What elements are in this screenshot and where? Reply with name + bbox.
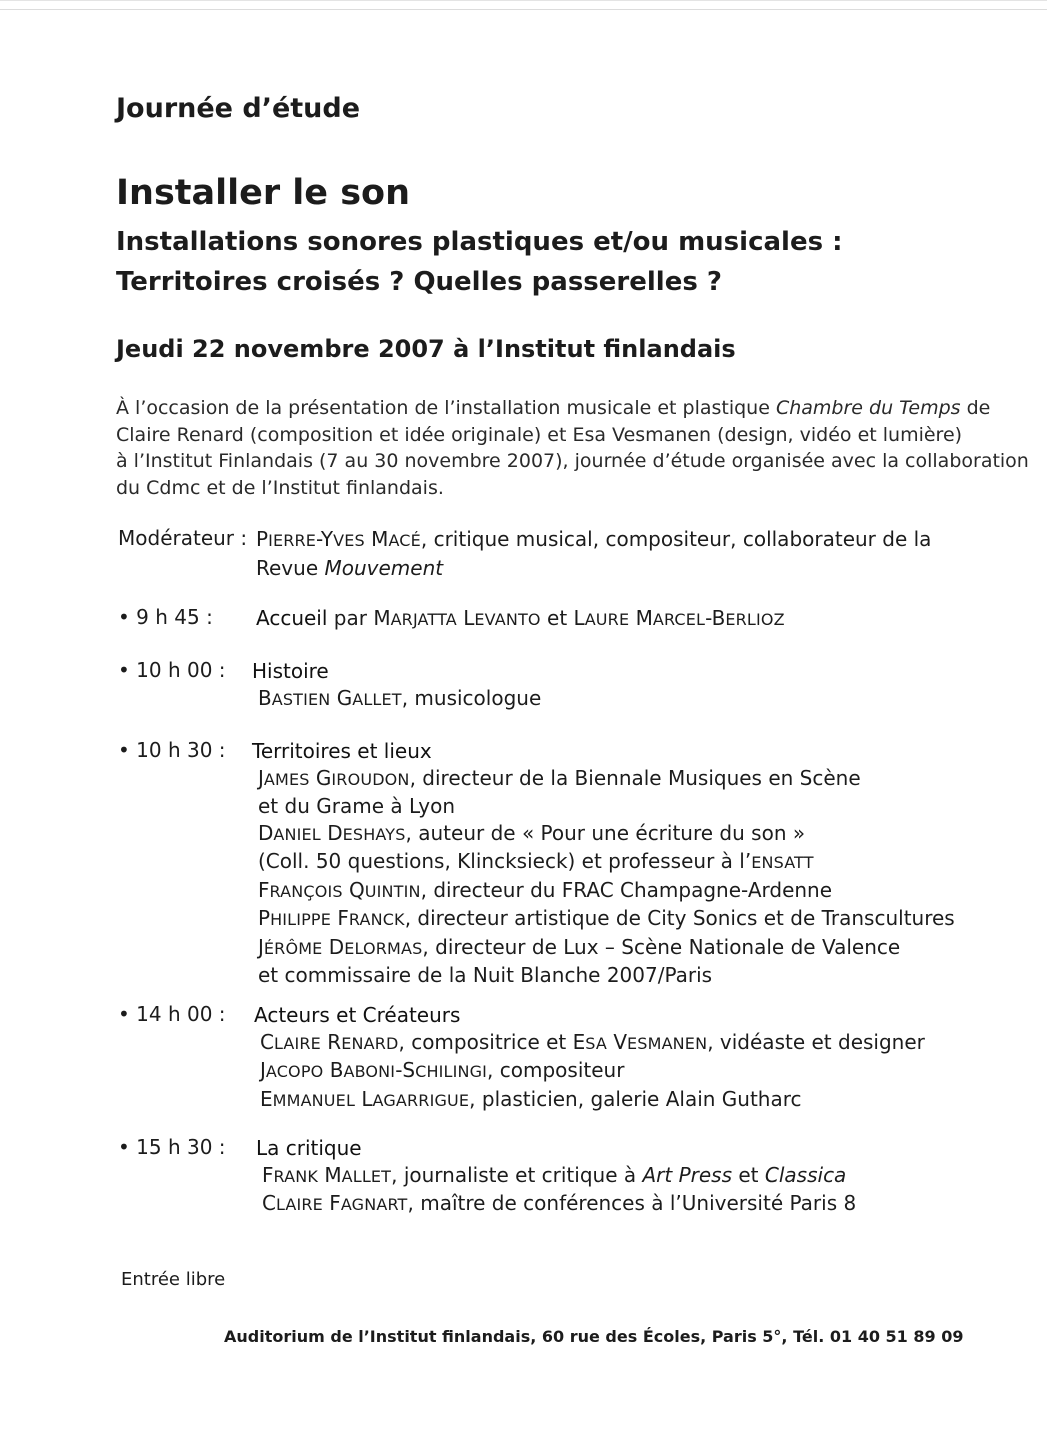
speaker-line-continued: (Coll. 50 questions, Klincksieck) et professeur à l’ENSATT xyxy=(258,849,814,873)
speaker-line: FRANÇOIS QUINTIN, directeur du FRAC Champagne-Ardenne xyxy=(258,877,833,902)
session-acteurs xyxy=(254,1002,925,1114)
session-territoires xyxy=(252,738,955,989)
session-heading: La critique xyxy=(256,1136,362,1160)
session-heading: Territoires et lieux xyxy=(252,739,432,763)
page-title: Installer le son xyxy=(116,173,411,213)
speaker-line: DANIEL DESHAYS, auteur de « Pour une écriture du son » xyxy=(258,820,806,845)
session-time-945: • 9 h 45 : xyxy=(118,605,213,629)
venue-footer: Auditorium de l’Institut finlandais, 60 rue des Écoles, Paris 5°, Tél. 01 40 51 89 09 xyxy=(224,1327,964,1346)
session-time-1530: • 15 h 30 : xyxy=(118,1135,226,1159)
speaker-line: JAMES GIROUDON, directeur de la Biennale Musiques en Scène xyxy=(258,765,861,790)
session-time-1030: • 10 h 30 : xyxy=(118,738,226,762)
intro-line-4: du Cdmc et de l’Institut finlandais. xyxy=(116,476,444,499)
speaker-line: CLAIRE FAGNART, maître de conférences à l’Université Paris 8 xyxy=(262,1191,857,1215)
session-accueil xyxy=(256,605,785,634)
session-time-1000: • 10 h 00 : xyxy=(118,658,226,682)
speaker-line: CLAIRE RENARD, compositrice et ESA VESMANEN, vidéaste et designer xyxy=(260,1029,925,1054)
session-accueil-line: Accueil par MARJATTA LEVANTO et LAURE MARCEL-BERLIOZ xyxy=(256,606,785,630)
session-histoire xyxy=(252,658,541,713)
subtitle-line-2: Territoires croisés ? Quelles passerelles ? xyxy=(116,267,722,297)
speaker-line: JACOPO BABONI-SCHILINGI, compositeur xyxy=(260,1058,625,1082)
intro-line-2: Claire Renard (composition et idée originale) et Esa Vesmanen (design, vidéo et lumière) xyxy=(116,423,963,446)
session-heading: Histoire xyxy=(252,659,329,683)
session-heading: Accueil xyxy=(256,606,328,630)
speaker-line: FRANK MALLET, journaliste et critique à Art Press et Classica xyxy=(262,1162,847,1187)
speaker-line-continued: et commissaire de la Nuit Blanche 2007/Paris xyxy=(258,963,713,987)
intro-line-3: à l’Institut Finlandais (7 au 30 novembre 2007), journée d’étude organisée avec la collaboration xyxy=(116,450,1029,472)
event-date: Jeudi 22 novembre 2007 à l’Institut finlandais xyxy=(116,335,736,363)
moderator-line-1: PIERRE-YVES MACÉ, critique musical, compositeur, collaborateur de la xyxy=(256,527,932,551)
session-critique xyxy=(256,1135,856,1219)
session-heading: Acteurs et Créateurs xyxy=(254,1003,461,1027)
kicker: Journée d’étude xyxy=(116,93,361,124)
intro-paragraph xyxy=(116,395,1029,501)
intro-line-1: À l’occasion de la présentation de l’installation musicale et plastique Chambre du Temps de xyxy=(116,397,991,419)
entry-note: Entrée libre xyxy=(121,1269,226,1290)
speaker-line: PHILIPPE FRANCK, directeur artistique de City Sonics et de Transcultures xyxy=(258,906,955,930)
subtitle-line-1: Installations sonores plastiques et/ou musicales : xyxy=(116,227,843,257)
top-rule xyxy=(0,9,1047,10)
revue-title: Mouvement xyxy=(324,555,444,580)
moderator-label: Modérateur : xyxy=(118,526,248,550)
installation-title: Chambre du Temps xyxy=(775,397,961,419)
session-time-1400: • 14 h 00 : xyxy=(118,1002,226,1026)
moderator-line-2: Revue Mouvement xyxy=(256,555,444,580)
moderator-details xyxy=(256,526,931,581)
speaker-line-continued: et du Grame à Lyon xyxy=(258,794,456,818)
speaker-line: BASTIEN GALLET, musicologue xyxy=(258,685,542,710)
speaker-line: EMMANUEL LAGARRIGUE, plasticien, galerie Alain Gutharc xyxy=(260,1086,802,1111)
speaker-line: JÉRÔME DELORMAS, directeur de Lux – Scène Nationale de Valence xyxy=(258,934,901,959)
